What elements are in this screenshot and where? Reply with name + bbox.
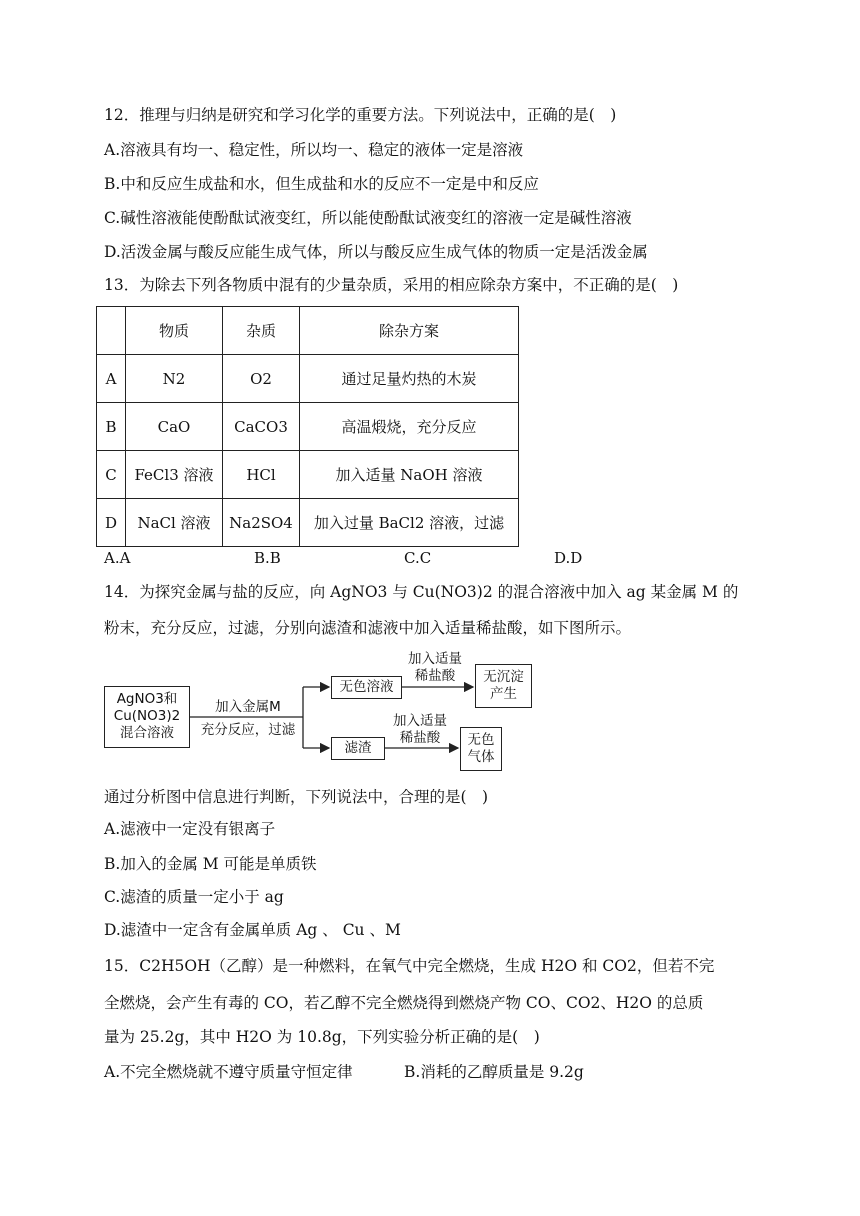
impurity-cell: Na2SO4 <box>223 499 300 547</box>
q12-option-c: C.碱性溶液能使酚酞试液变红，所以能使酚酞试液变红的溶液一定是碱性溶液 <box>104 209 632 227</box>
bottom-result-line: 气体 <box>467 749 495 765</box>
q14-stem-line1: 14．为探究金属与盐的反应，向 AgNO3 与 Cu(NO3)2 的混合溶液中加入 ag 某金属 M 的 <box>104 583 739 601</box>
bottom-result-line: 无色 <box>467 732 495 748</box>
method-cell: 加入适量 NaOH 溶液 <box>300 451 519 499</box>
impurity-cell: O2 <box>223 355 300 403</box>
bottom-reagent-label-1: 加入适量 <box>393 713 447 729</box>
colorless-solution-box: 无色溶液 <box>331 676 402 699</box>
bottom-reagent-label-2: 稀盐酸 <box>399 730 441 746</box>
substance-cell: N2 <box>126 355 223 403</box>
q15-option-a: A.不完全燃烧就不遵守质量守恒定律 <box>104 1063 353 1081</box>
q12-option-d: D.活泼金属与酸反应能生成气体，所以与酸反应生成气体的物质一定是活泼金属 <box>104 243 648 261</box>
q14-stem-line2: 粉末，充分反应，过滤，分别向滤渣和滤液中加入适量稀盐酸，如下图所示。 <box>104 619 632 637</box>
q15-line3: 量为 25.2g，其中 H2O 为 10.8g，下列实验分析正确的是( ) <box>104 1028 540 1046</box>
q12-option-a: A.溶液具有均一、稳定性，所以均一、稳定的液体一定是溶液 <box>104 141 524 159</box>
q15-option-b: B.消耗的乙醇质量是 9.2g <box>404 1063 584 1081</box>
q13-option-d: D.D <box>554 549 583 567</box>
start-solution-box <box>104 686 190 748</box>
method-cell: 加入过量 BaCl2 溶液，过滤 <box>300 499 519 547</box>
table-header-cell: 除杂方案 <box>300 307 519 355</box>
step-label-bottom: 充分反应，过滤 <box>200 722 296 738</box>
q13-option-a: A.A <box>104 549 131 567</box>
table-header-cell: 杂质 <box>223 307 300 355</box>
q12-stem: 12．推理与归纳是研究和学习化学的重要方法。下列说法中，正确的是( ) <box>104 106 617 124</box>
q14-option-b: B.加入的金属 M 可能是单质铁 <box>104 855 317 873</box>
row-label: A <box>97 355 126 403</box>
top-result-line: 产生 <box>490 686 517 702</box>
table-header-cell: 物质 <box>126 307 223 355</box>
q15-line1: 15．C2H5OH（乙醇）是一种燃料，在氧气中完全燃烧，生成 H2O 和 CO2，但若不完 <box>104 957 715 975</box>
q13-option-b: B.B <box>254 549 281 567</box>
start-box-line: 混合溶液 <box>120 725 174 741</box>
row-label: C <box>97 451 126 499</box>
row-label: D <box>97 499 126 547</box>
q12-option-b: B.中和反应生成盐和水，但生成盐和水的反应不一定是中和反应 <box>104 175 539 193</box>
substance-cell: FeCl3 溶液 <box>126 451 223 499</box>
top-reagent-label-1: 加入适量 <box>408 651 462 667</box>
method-cell: 通过足量灼热的木炭 <box>300 355 519 403</box>
start-box-line: AgNO3和 <box>116 691 178 707</box>
bottom-result-box <box>460 727 502 771</box>
method-cell: 高温煅烧，充分反应 <box>300 403 519 451</box>
filter-residue-box: 滤渣 <box>331 737 385 760</box>
substance-cell: NaCl 溶液 <box>126 499 223 547</box>
q15-line2: 全燃烧，会产生有毒的 CO，若乙醇不完全燃烧得到燃烧产物 CO、CO2、H2O 的总质 <box>104 994 704 1012</box>
q13-option-c: C.C <box>404 549 432 567</box>
q14-option-c: C.滤渣的质量一定小于 ag <box>104 888 284 906</box>
top-result-line: 无沉淀 <box>483 669 524 685</box>
q14-option-d: D.滤渣中一定含有金属单质 Ag 、 Cu 、M <box>104 921 401 939</box>
start-box-line: Cu(NO3)2 <box>113 708 181 724</box>
top-reagent-label-2: 稀盐酸 <box>414 668 456 684</box>
q14-question: 通过分析图中信息进行判断，下列说法中，合理的是( ) <box>104 788 489 806</box>
q14-option-a: A.滤液中一定没有银离子 <box>104 820 276 838</box>
q13-stem: 13．为除去下列各物质中混有的少量杂质，采用的相应除杂方案中，不正确的是( ) <box>104 276 679 294</box>
top-result-box <box>475 664 532 708</box>
row-label: B <box>97 403 126 451</box>
step-label-top: 加入金属M <box>215 699 281 715</box>
impurity-cell: CaCO3 <box>223 403 300 451</box>
impurity-cell: HCl <box>223 451 300 499</box>
substance-cell: CaO <box>126 403 223 451</box>
